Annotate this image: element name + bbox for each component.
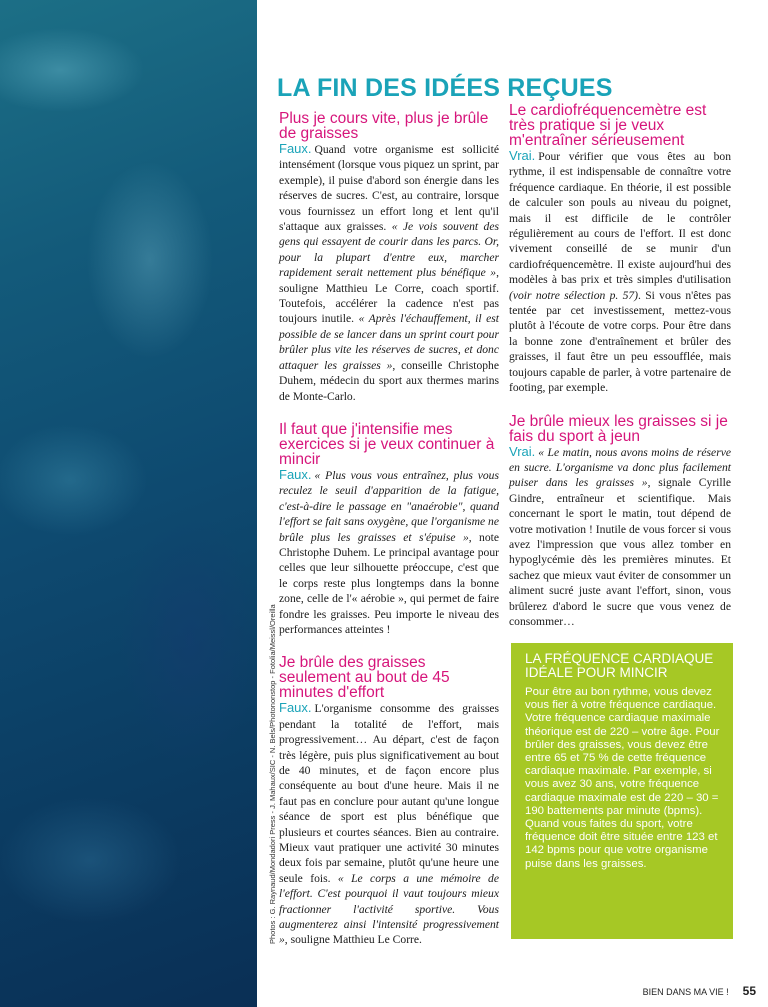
page-number: 55 xyxy=(742,984,756,998)
verdict-label: Vrai. xyxy=(509,148,536,163)
verdict-label: Faux. xyxy=(279,466,312,482)
photo-credit: Photos : G. Raynaud/Mondadori Press - J. Mahaux/SIC - N. Bels/Photononstop - Fotolia/Meissl/Oreilla xyxy=(268,604,277,944)
page-footer xyxy=(643,984,756,998)
quote: « Le corps a une mémoire de l'effort. C'est pourquoi il vaut toujours mieux fractionner l'activité sportive. Vous augmenterez ainsi l'intensité progressivement » xyxy=(279,871,499,947)
section-body: Faux. « Plus vous vous entraînez, plus vous reculez le seuil d'apparition de la fatigue, c'est-à-dire le passage en "anaérobie", quand l'effort se fait sans oxygène, que l'organisme ne brûle plus les graisses et s'épuise », note Christophe Duhem. Le principal avantage pour celles que leur silhouette préoccupe, c'est que le corps reste plus longtemps dans la bonne zone, celle de l'« aérobie », qui permet de faire fondre les graisses. Peu importe le niveau des performances atteintes ! xyxy=(279,466,499,636)
section-body: Vrai. « Le matin, nous avons moins de réserve en sucre. L'organisme va donc plus facilement puiser dans les graisses », signale Cyrille Gindre, entraîneur et scientifique. Mais concernant le sport le matin, tout dépend de votre motivation ! Inutile de vous forcer si vous avez l'impression que vous allez tomber en hypoglycémie dès les premières minutes. Et sachez que mieux vaut éviter de consommer un aliment sucré juste avant l'effort, sinon, vous brûlerez d'abord le sucre que vous venez de consommer… xyxy=(509,443,731,628)
section-intensify xyxy=(279,422,499,637)
section-body: Faux. Quand votre organisme est sollicité intensément (lorsque vous piquez un sprint, par exemple), il puise d'abord son énergie dans les réserves de sucres. C'est, au contraire, lorsque vous fournissez un effort long et lent qu'il s'attaque aux graisses. « Je vois souvent des gens qui essayent de courir dans les parcs. Or, pour la plupart d'entre eux, marcher rapidement serait nettement plus bénéfique », souligne Matthieu Le Corre, coach sportif. Toutefois, accélérer la cadence n'est pas toujours inutile. « Après l'échauffement, il est possible de se lancer dans un sprint court pour brûler plus vite les réserves de sucres, et donc attaquer les graisses », conseille Christophe Duhem, médecin du sport aux thermes marins de Monte-Carlo. xyxy=(279,141,499,403)
heart-rate-box xyxy=(511,643,733,939)
verdict-label: Faux. xyxy=(279,700,312,716)
section-heading: Plus je cours vite, plus je brûle de graisses xyxy=(279,110,489,142)
page-title: LA FIN DES IDÉES REÇUES xyxy=(277,74,613,102)
section-heading: Je brûle des graisses seulement au bout de 45 minutes d'effort xyxy=(279,654,450,702)
section-heart-monitor xyxy=(509,103,731,396)
quote: « Après l'échauffement, il est possible de se lancer dans un sprint court pour brûler plus vite les réserves de sucres, et donc attaquer les graisses » xyxy=(279,312,499,372)
section-heading: Le cardiofréquencemètre est très pratique si je veux m'entraîner sérieusement xyxy=(509,102,707,149)
magazine-name: BIEN DANS MA VIE ! xyxy=(642,987,729,997)
section-fasting xyxy=(509,414,731,630)
quote: « Plus vous vous entraînez, plus vous reculez le seuil d'apparition de la fatigue, c'est-à-dire le passage en "anaérobie", quand l'effort se fait sans oxygène, que l'organisme ne brûle plus les graisses et s'épuise » xyxy=(279,468,499,544)
verdict-label: Faux. xyxy=(279,141,312,156)
quote: « Le matin, nous avons moins de réserve en sucre. L'organisme va donc plus facilement puiser dans les graisses » xyxy=(509,445,731,490)
left-column xyxy=(279,111,499,948)
section-45-minutes xyxy=(279,655,499,948)
section-run-fast xyxy=(279,111,499,404)
quote: « Je vois souvent des gens qui essayent de courir dans les parcs. Or, pour la plupart d'entre eux, marcher rapidement serait nettement plus bénéfique » xyxy=(279,220,499,280)
section-heading: Je brûle mieux les graisses si je fais du sport à jeun xyxy=(509,412,728,445)
section-body: Faux. L'organisme consomme des graisses pendant la totalité de l'effort, mais progressivement… Au départ, c'est de façon très légère, puis plus significativement au bout de 40 minutes, et de façon encore plus conséquente au bout d'une heure. Mais il ne faut pas en conclure pour autant qu'une longue séance de sport est plus bénéfique que plusieurs et courtes séances. Bien au contraire. Mieux vaut pratiquer une activité 30 minutes deux fois par semaine, plutôt qu'une heure une seule fois. « Le corps a une mémoire de l'effort. C'est pourquoi il vaut toujours mieux fractionner l'activité sportive. Vous augmenterez ainsi l'intensité progressivement », souligne Matthieu Le Corre. xyxy=(279,700,499,947)
quote: (voir notre sélection p. 57) xyxy=(509,288,639,302)
section-heading: Il faut que j'intensifie mes exercices si je veux continuer à mincir xyxy=(279,420,495,468)
water-photo xyxy=(0,0,257,1007)
verdict-label: Vrai. xyxy=(509,443,536,459)
section-body: Vrai. Pour vérifier que vous êtes au bon rythme, il est indispensable de connaître votre fréquence cardiaque. En théorie, il est possible de calculer son pouls au niveau du poignet, mais il est difficile de le contrôler régulièrement au cours de l'effort. Il est donc vivement conseillé de se munir d'un cardiofréquencemètre. Il existe aujourd'hui des modèles à bas prix et très simples d'utilisation (voir notre sélection p. 57). Si vous n'êtes pas tentée par cet investissement, mettez-vous plutôt à l'écoute de votre corps. Pour être dans la bonne zone d'entraînement et brûler des graisses, il faut être un peu essoufflée, mais toujours capable de parler, à votre partenaire de footing, par exemple. xyxy=(509,148,731,395)
box-title: LA FRÉQUENCE CARDIAQUE IDÉALE POUR MINCIR xyxy=(525,651,714,680)
box-text: Pour être au bon rythme, vous devez vous fier à votre fréquence cardiaque. Votre fréquence cardiaque maximale théorique est de 220 – votre âge. Pour brûler des graisses, vous devez être entre 65 et 75 % de cette fréquence cardiaque maximale. Par exemple, si vous avez 30 ans, votre fréquence cardiaque maximale est de 220 – 30 = 190 battements par minute (bpms). Quand vous faites du sport, votre fréquence doit être située entre 123 et 142 bpms pour que votre organisme puise dans les graisses. xyxy=(525,686,720,870)
right-column xyxy=(509,103,731,629)
